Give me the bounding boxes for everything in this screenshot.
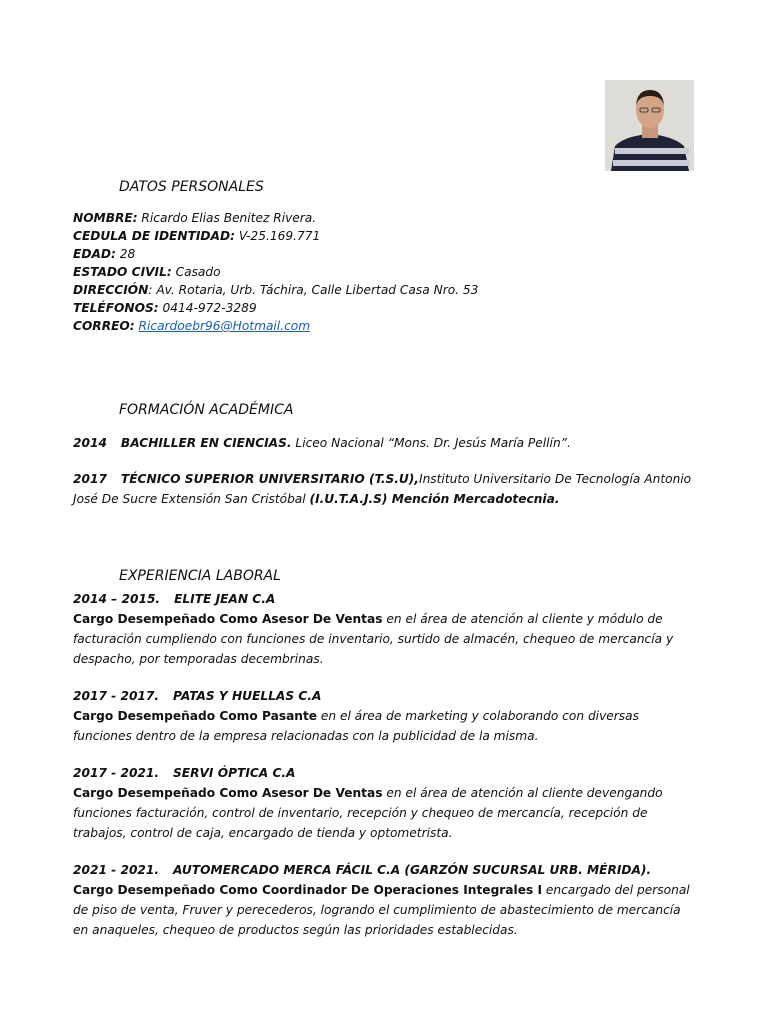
personal-row-phone	[73, 299, 693, 317]
education-extra: (I.U.T.A.J.S) Mención Mercadotecnia.	[309, 492, 560, 506]
experience-company: ELITE JEAN C.A	[174, 592, 276, 606]
experience-detail: en el área de atención al cliente devengando funciones facturación, control de inventario, recepción y chequeo de mercancía, recepción de trabajos, control de caja, encargado de tienda y optometrista.	[73, 786, 663, 840]
personal-data-heading: DATOS PERSONALES	[119, 179, 264, 195]
experience-period: 2017 - 2017.	[73, 689, 160, 703]
field-label: CEDULA DE IDENTIDAD:	[73, 229, 235, 243]
field-value: 28	[115, 247, 136, 261]
field-label: ESTADO CIVIL:	[73, 265, 172, 279]
education-item	[73, 469, 693, 509]
personal-row-civil-status	[73, 263, 693, 281]
experience-role: Cargo Desempeñado Como Asesor De Ventas	[73, 786, 383, 800]
experience-period: 2021 - 2021.	[73, 863, 160, 877]
profile-photo	[605, 80, 694, 171]
education-year: 2014	[73, 436, 107, 450]
personal-data-section	[73, 209, 693, 335]
email-link[interactable]: Ricardoebr96@Hotmail.com	[138, 319, 311, 333]
experience-company: PATAS Y HUELLAS C.A	[173, 689, 322, 703]
field-label: CORREO:	[73, 319, 135, 333]
experience-header	[73, 860, 693, 880]
personal-row-id	[73, 227, 693, 245]
experience-period: 2017 - 2021.	[73, 766, 160, 780]
experience-role: Cargo Desempeñado Como Coordinador De Operaciones Integrales I	[73, 883, 542, 897]
education-desc: Liceo Nacional “Mons. Dr. Jesús María Pellín”.	[291, 436, 571, 450]
field-label: TELÉFONOS:	[73, 301, 159, 315]
field-label: NOMBRE:	[73, 211, 138, 225]
experience-detail: encargado del personal de piso de venta, Fruver y perecederos, logrando el cumplimiento de abastecimiento de mercancía en anaqueles, chequeo de productos según las prioridades establecidas.	[73, 883, 690, 937]
education-item	[73, 433, 693, 453]
education-title: BACHILLER EN CIENCIAS.	[120, 436, 292, 450]
experience-desc	[73, 706, 693, 746]
experience-role: Cargo Desempeñado Como Pasante	[73, 709, 318, 723]
field-value: : Av. Rotaria, Urb. Táchira, Calle Libertad Casa Nro. 53	[148, 283, 479, 297]
field-label: DIRECCIÓN	[73, 283, 149, 297]
education-year: 2017	[73, 472, 107, 486]
education-desc: Instituto Universitario De Tecnología Antonio José De Sucre Extensión San Cristóbal	[73, 472, 692, 506]
personal-row-address	[73, 281, 693, 299]
experience-heading: EXPERIENCIA LABORAL	[119, 568, 281, 584]
experience-desc	[73, 880, 693, 940]
experience-section	[73, 589, 693, 940]
experience-company: SERVI ÓPTICA C.A	[173, 766, 296, 780]
experience-company: AUTOMERCADO MERCA FÁCIL C.A (GARZÓN SUCURSAL URB. MÉRIDA).	[173, 863, 652, 877]
personal-row-name	[73, 209, 693, 227]
experience-desc	[73, 609, 693, 669]
experience-header	[73, 763, 693, 783]
education-title: TÉCNICO SUPERIOR UNIVERSITARIO (T.S.U),	[120, 472, 419, 486]
experience-role: Cargo Desempeñado Como Asesor De Ventas	[73, 612, 383, 626]
experience-period: 2014 – 2015.	[73, 592, 161, 606]
field-value: Casado	[171, 265, 221, 279]
experience-desc	[73, 783, 693, 843]
personal-row-email	[73, 317, 693, 335]
personal-row-age	[73, 245, 693, 263]
field-label: EDAD:	[73, 247, 116, 261]
education-section	[73, 433, 693, 509]
experience-detail: en el área de marketing y colaborando con diversas funciones dentro de la empresa relacionadas con la publicidad de la misma.	[73, 709, 639, 743]
field-value: V-25.169.771	[234, 229, 321, 243]
education-heading: FORMACIÓN ACADÉMICA	[119, 402, 294, 418]
field-value: 0414-972-3289	[158, 301, 257, 315]
person-portrait-icon	[605, 80, 694, 171]
experience-detail: en el área de atención al cliente y módulo de facturación cumpliendo con funciones de inventario, surtido de almacén, chequeo de mercancía y despacho, por temporadas decembrinas.	[73, 612, 674, 666]
experience-header	[73, 589, 693, 609]
field-value: Ricardo Elias Benitez Rivera.	[137, 211, 317, 225]
experience-header	[73, 686, 693, 706]
